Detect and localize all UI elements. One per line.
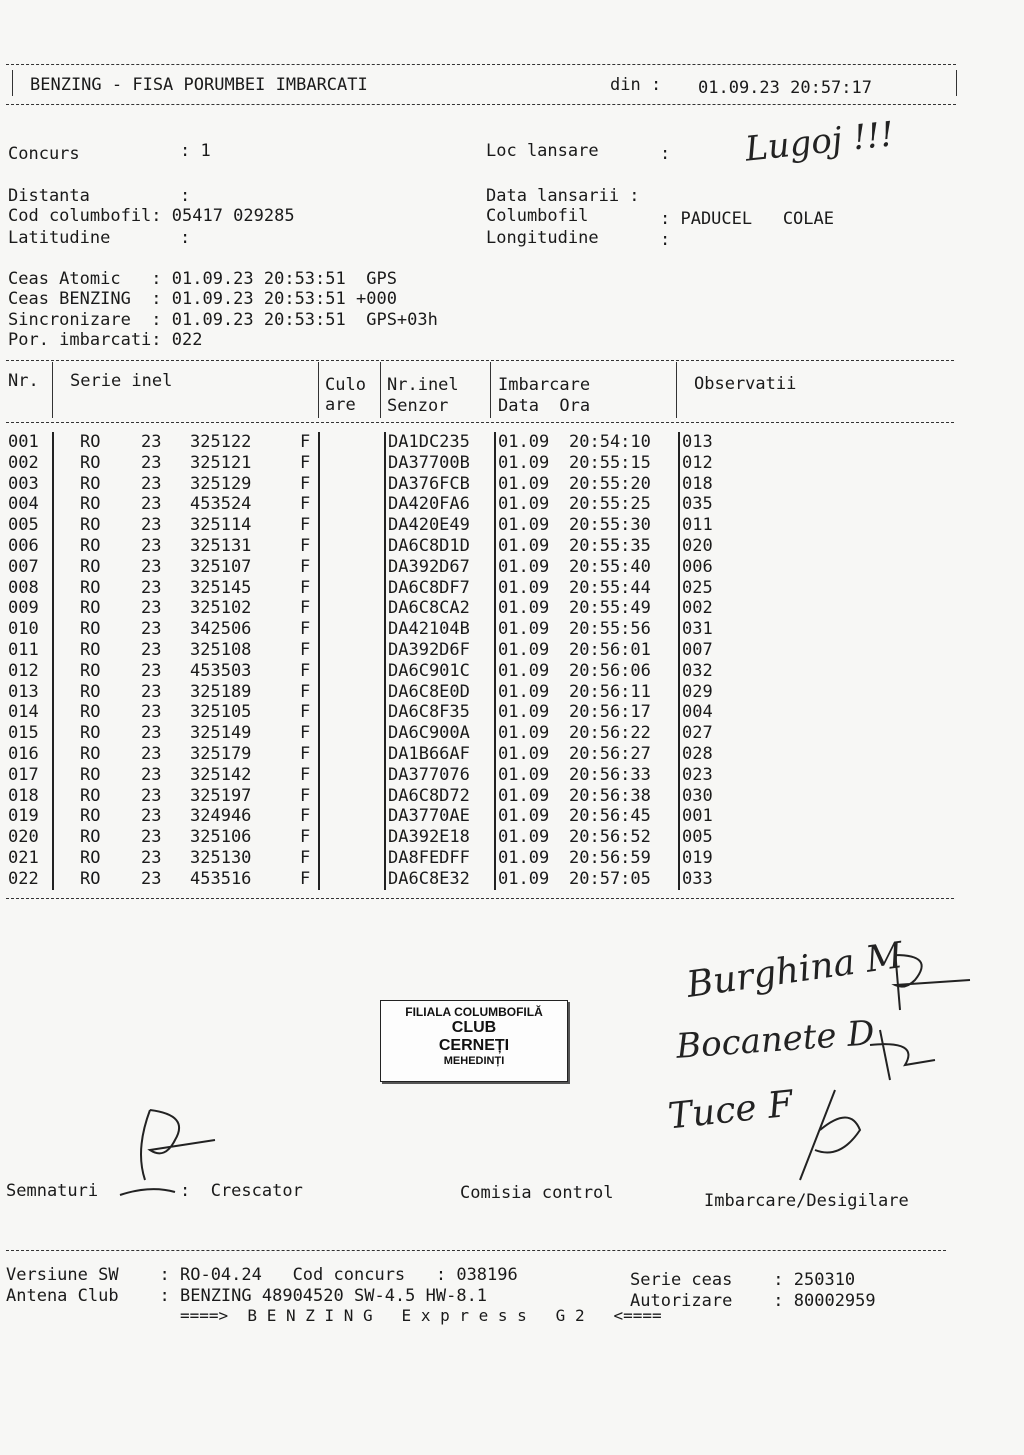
cell-data: 01.09 (498, 619, 550, 640)
cell-an: 23 (141, 827, 162, 848)
cell-nr: 011 (8, 640, 39, 660)
cell-ora: 20:55:25 (569, 494, 651, 515)
cell-nr: 005 (8, 515, 39, 536)
header-serie-inel: Serie inel (70, 371, 173, 391)
por-imbarcati: Por. imbarcati: 022 (8, 330, 203, 350)
cell-nr: 020 (8, 827, 39, 848)
header-imbarcare: Imbarcare (498, 375, 591, 395)
cell-data: 01.09 (498, 806, 550, 827)
cell-tara: RO (80, 577, 101, 598)
cell-senzor: DA6C8D1D (388, 536, 470, 556)
cell-tara: RO (80, 432, 101, 452)
cell-sex: F (300, 702, 311, 723)
header-are: are (325, 395, 356, 415)
cell-obs: 004 (682, 702, 713, 723)
cell-tara: RO (80, 473, 101, 494)
cell-nr: 009 (8, 598, 39, 619)
cell-senzor: DA1DC235 (388, 432, 470, 452)
cell-sex: F (300, 827, 311, 848)
cell-tara: RO (80, 494, 101, 515)
cell-nr: 012 (8, 660, 39, 681)
cell-sex: F (300, 619, 311, 640)
concurs-label: Concurs (8, 144, 80, 164)
cell-ora: 20:56:59 (569, 848, 651, 868)
cell-ora: 20:56:01 (569, 640, 651, 660)
cell-sex: F (300, 432, 311, 452)
cell-an: 23 (141, 785, 162, 806)
cell-ora: 20:56:11 (569, 681, 651, 702)
cell-obs: 019 (682, 848, 713, 868)
stamp-line-3: CERNEȚI (438, 1037, 510, 1054)
cell-tara: RO (80, 806, 101, 827)
cell-sex: F (300, 723, 311, 744)
antena-club: Antena Club : BENZING 48904520 SW-4.5 HW-8.1 (6, 1286, 488, 1306)
cell-data: 01.09 (498, 515, 550, 536)
cell-tara: RO (80, 619, 101, 640)
cell-nr: 018 (8, 785, 39, 806)
cell-serie: 453524 (190, 494, 252, 515)
stamp-line-4: MEHEDINȚI (443, 1055, 505, 1067)
cell-data: 01.09 (498, 848, 550, 868)
header-nr: Nr. (8, 371, 39, 391)
cell-data: 01.09 (498, 785, 550, 806)
cell-ora: 20:55:30 (569, 515, 651, 536)
cell-ora: 20:56:52 (569, 827, 651, 848)
cell-an: 23 (141, 473, 162, 494)
stamp-line-2: CLUB (451, 1019, 497, 1036)
loc-lansare-colon: : (660, 144, 671, 164)
cell-senzor: DA377076 (388, 764, 470, 785)
cell-senzor: DA392D67 (388, 556, 470, 577)
cell-sex: F (300, 556, 311, 577)
longitudine-label: Longitudine (486, 228, 599, 248)
cell-ora: 20:56:17 (569, 702, 651, 723)
signature-burghina (895, 950, 970, 1010)
cell-an: 23 (141, 432, 162, 452)
cell-tara: RO (80, 640, 101, 660)
cell-serie: 325145 (190, 577, 252, 598)
cell-senzor: DA1B66AF (388, 744, 470, 764)
cell-tara: RO (80, 515, 101, 536)
cell-ora: 20:55:20 (569, 473, 651, 494)
club-stamp (380, 1000, 568, 1082)
cell-data: 01.09 (498, 494, 550, 515)
cell-data: 01.09 (498, 868, 550, 889)
cell-an: 23 (141, 494, 162, 515)
cell-obs: 023 (682, 764, 713, 785)
cell-serie: 342506 (190, 619, 252, 640)
cell-tara: RO (80, 681, 101, 702)
crescator-label: : Crescator (180, 1181, 303, 1201)
cell-senzor: DA8FEDFF (388, 848, 470, 868)
cell-obs: 035 (682, 494, 713, 515)
cell-serie: 325121 (190, 452, 252, 473)
longitudine-colon: : (660, 230, 671, 250)
cell-senzor: DA6C8F35 (388, 702, 470, 723)
benzing-express: ====> B E N Z I N G E x p r e s s G 2 <==== (180, 1306, 662, 1325)
cell-serie: 325114 (190, 515, 252, 536)
distanta-label: Distanta (8, 186, 90, 206)
cell-nr: 007 (8, 556, 39, 577)
cell-tara: RO (80, 827, 101, 848)
latitudine-colon: : (180, 228, 191, 248)
cell-sex: F (300, 660, 311, 681)
cell-serie: 324946 (190, 806, 252, 827)
cell-senzor: DA420FA6 (388, 494, 470, 515)
cell-tara: RO (80, 660, 101, 681)
cell-serie: 325179 (190, 744, 252, 764)
cell-serie: 453516 (190, 868, 252, 889)
cell-data: 01.09 (498, 432, 550, 452)
cell-sex: F (300, 515, 311, 536)
cell-an: 23 (141, 556, 162, 577)
cell-ora: 20:56:22 (569, 723, 651, 744)
cell-an: 23 (141, 702, 162, 723)
cell-data: 01.09 (498, 452, 550, 473)
cell-ora: 20:55:35 (569, 536, 651, 556)
cell-ora: 20:56:45 (569, 806, 651, 827)
cell-sex: F (300, 598, 311, 619)
cell-an: 23 (141, 764, 162, 785)
cell-obs: 025 (682, 577, 713, 598)
cod-columbofil: Cod columbofil: 05417 029285 (8, 206, 295, 226)
imbarcare-desigilare-label: Imbarcare/Desigilare (704, 1191, 909, 1211)
cell-obs: 012 (682, 452, 713, 473)
cell-tara: RO (80, 868, 101, 889)
cell-an: 23 (141, 577, 162, 598)
cell-obs: 033 (682, 868, 713, 889)
cell-nr: 006 (8, 536, 39, 556)
latitudine-label: Latitudine (8, 228, 111, 248)
cell-senzor: DA6C900A (388, 723, 470, 744)
cell-sex: F (300, 806, 311, 827)
cell-obs: 027 (682, 723, 713, 744)
cell-serie: 325122 (190, 432, 252, 452)
cell-senzor: DA376FCB (388, 473, 470, 494)
cell-serie: 325129 (190, 473, 252, 494)
signature-bocanete (870, 1030, 935, 1080)
cell-senzor: DA6C8E0D (388, 681, 470, 702)
cell-obs: 007 (682, 640, 713, 660)
cell-an: 23 (141, 660, 162, 681)
cell-data: 01.09 (498, 681, 550, 702)
handwritten-name-1: Burghina M (684, 935, 906, 1006)
cell-an: 23 (141, 619, 162, 640)
cell-nr: 017 (8, 764, 39, 785)
cell-nr: 016 (8, 744, 39, 764)
cell-an: 23 (141, 536, 162, 556)
cell-senzor: DA392E18 (388, 827, 470, 848)
cell-an: 23 (141, 681, 162, 702)
cell-data: 01.09 (498, 660, 550, 681)
semnaturi-label: Semnaturi (6, 1181, 99, 1201)
cell-tara: RO (80, 536, 101, 556)
cell-nr: 014 (8, 702, 39, 723)
cell-senzor: DA6C901C (388, 660, 470, 681)
cell-ora: 20:57:05 (569, 868, 651, 889)
autorizare: Autorizare : 80002959 (630, 1291, 876, 1311)
cell-obs: 020 (682, 536, 713, 556)
cell-nr: 015 (8, 723, 39, 744)
signature-tuce (800, 1090, 860, 1180)
cell-nr: 021 (8, 848, 39, 868)
cell-senzor: DA6C8E32 (388, 868, 470, 889)
cell-serie: 325149 (190, 723, 252, 744)
cell-nr: 019 (8, 806, 39, 827)
cell-nr: 013 (8, 681, 39, 702)
serie-ceas: Serie ceas : 250310 (630, 1270, 856, 1290)
ceas-benzing: Ceas BENZING : 01.09.23 20:53:51 +000 (8, 289, 397, 309)
cell-data: 01.09 (498, 744, 550, 764)
header-culo: Culo (325, 375, 366, 395)
cell-serie: 325197 (190, 785, 252, 806)
cell-serie: 325102 (190, 598, 252, 619)
footer-top-border (6, 1250, 946, 1251)
cell-serie: 325108 (190, 640, 252, 660)
cell-nr: 010 (8, 619, 39, 640)
din-label: din : (610, 75, 662, 95)
cell-data: 01.09 (498, 473, 550, 494)
cell-data: 01.09 (498, 577, 550, 598)
cell-ora: 20:56:27 (569, 744, 651, 764)
cell-senzor: DA6C8CA2 (388, 598, 470, 619)
cell-ora: 20:55:56 (569, 619, 651, 640)
cell-senzor: DA6C8D72 (388, 785, 470, 806)
loc-lansare-label: Loc lansare (486, 141, 599, 161)
cell-nr: 004 (8, 494, 39, 515)
cell-ora: 20:54:10 (569, 432, 651, 452)
cell-nr: 001 (8, 432, 39, 452)
comisia-control-label: Comisia control (460, 1183, 614, 1203)
cell-obs: 029 (682, 681, 713, 702)
sincronizare: Sincronizare : 01.09.23 20:53:51 GPS+03h (8, 310, 438, 330)
cell-data: 01.09 (498, 640, 550, 660)
cell-data: 01.09 (498, 556, 550, 577)
cell-obs: 032 (682, 660, 713, 681)
cell-sex: F (300, 536, 311, 556)
handwritten-name-3: Tuce F (666, 1083, 795, 1138)
cell-sex: F (300, 868, 311, 889)
cell-data: 01.09 (498, 702, 550, 723)
cell-an: 23 (141, 848, 162, 868)
din-value: 01.09.23 20:57:17 (698, 78, 872, 98)
columbofil-label: Columbofil (486, 206, 589, 226)
cell-ora: 20:56:06 (569, 660, 651, 681)
cell-sex: F (300, 494, 311, 515)
cell-data: 01.09 (498, 764, 550, 785)
concurs-value: : 1 (180, 141, 211, 161)
cell-sex: F (300, 785, 311, 806)
cell-senzor: DA6C8DF7 (388, 577, 470, 598)
cell-nr: 003 (8, 473, 39, 494)
cell-serie: 325105 (190, 702, 252, 723)
header-nr-inel: Nr.inel (387, 375, 459, 395)
cell-serie: 325131 (190, 536, 252, 556)
cell-tara: RO (80, 452, 101, 473)
loc-lansare-handwritten: Lugoj !!! (743, 114, 896, 170)
cell-sex: F (300, 577, 311, 598)
cell-nr: 008 (8, 577, 39, 598)
cell-tara: RO (80, 744, 101, 764)
cell-sex: F (300, 473, 311, 494)
cell-obs: 005 (682, 827, 713, 848)
cell-senzor: DA37700B (388, 452, 470, 473)
cell-nr: 002 (8, 452, 39, 473)
document-title: BENZING - FISA PORUMBEI IMBARCATI (30, 75, 368, 95)
cell-ora: 20:55:44 (569, 577, 651, 598)
header-senzor: Senzor (387, 396, 449, 416)
cell-ora: 20:56:38 (569, 785, 651, 806)
distanta-colon: : (180, 186, 191, 206)
cell-ora: 20:55:49 (569, 598, 651, 619)
cell-data: 01.09 (498, 827, 550, 848)
cell-obs: 011 (682, 515, 713, 536)
data-lansarii-label: Data lansarii : (486, 186, 640, 206)
cell-serie: 453503 (190, 660, 252, 681)
cell-ora: 20:56:33 (569, 764, 651, 785)
ceas-atomic: Ceas Atomic : 01.09.23 20:53:51 GPS (8, 269, 397, 289)
cell-data: 01.09 (498, 723, 550, 744)
cell-obs: 031 (682, 619, 713, 640)
cell-obs: 001 (682, 806, 713, 827)
cell-serie: 325189 (190, 681, 252, 702)
cell-data: 01.09 (498, 536, 550, 556)
cell-senzor: DA420E49 (388, 515, 470, 536)
cell-tara: RO (80, 598, 101, 619)
cell-an: 23 (141, 744, 162, 764)
cell-serie: 325142 (190, 764, 252, 785)
header-observatii: Observatii (694, 374, 797, 394)
cell-an: 23 (141, 598, 162, 619)
cell-serie: 325130 (190, 848, 252, 868)
cell-tara: RO (80, 556, 101, 577)
versiune-sw: Versiune SW : RO-04.24 Cod concurs : 038196 (6, 1265, 518, 1285)
cell-senzor: DA42104B (388, 619, 470, 640)
header-data-ora: Data Ora (498, 396, 591, 416)
cell-obs: 028 (682, 744, 713, 764)
cell-an: 23 (141, 723, 162, 744)
handwritten-name-2: Bocanete D (674, 1013, 876, 1067)
cell-an: 23 (141, 868, 162, 889)
cell-data: 01.09 (498, 598, 550, 619)
cell-tara: RO (80, 702, 101, 723)
cell-senzor: DA392D6F (388, 640, 470, 660)
cell-obs: 013 (682, 432, 713, 452)
stamp-line-1: FILIALA COLUMBOFILĂ (405, 1005, 543, 1019)
cell-tara: RO (80, 785, 101, 806)
cell-an: 23 (141, 806, 162, 827)
cell-an: 23 (141, 452, 162, 473)
cell-sex: F (300, 764, 311, 785)
cell-nr: 022 (8, 868, 39, 889)
cell-obs: 018 (682, 473, 713, 494)
cell-senzor: DA3770AE (388, 806, 470, 827)
cell-sex: F (300, 848, 311, 868)
cell-sex: F (300, 744, 311, 764)
cell-ora: 20:55:40 (569, 556, 651, 577)
cell-tara: RO (80, 848, 101, 868)
columbofil-value: : PADUCEL COLAE (660, 209, 834, 229)
cell-ora: 20:55:15 (569, 452, 651, 473)
cell-serie: 325107 (190, 556, 252, 577)
cell-an: 23 (141, 515, 162, 536)
cell-an: 23 (141, 640, 162, 660)
cell-tara: RO (80, 723, 101, 744)
cell-sex: F (300, 681, 311, 702)
cell-sex: F (300, 640, 311, 660)
cell-tara: RO (80, 764, 101, 785)
cell-obs: 002 (682, 598, 713, 619)
cell-sex: F (300, 452, 311, 473)
cell-serie: 325106 (190, 827, 252, 848)
cell-obs: 006 (682, 556, 713, 577)
cell-obs: 030 (682, 785, 713, 806)
